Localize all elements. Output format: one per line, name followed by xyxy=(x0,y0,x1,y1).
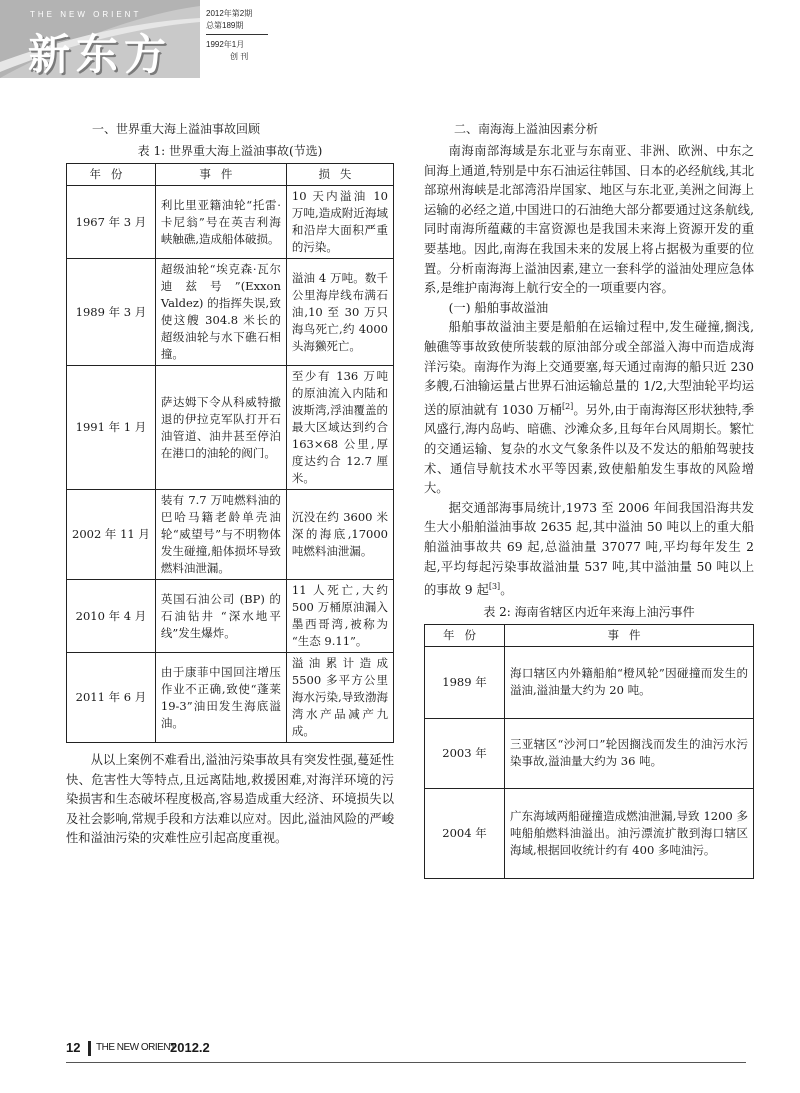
issue-number: 2012年第2期 xyxy=(206,9,253,18)
left-column xyxy=(66,120,394,849)
table-row xyxy=(425,788,754,878)
table1-caption: 表 1: 世界重大海上溢油事故(节选) xyxy=(137,144,323,158)
table-row xyxy=(67,259,394,366)
year-cell: 2003 年 xyxy=(425,718,505,788)
table2-header-event: 事件 xyxy=(505,624,754,646)
year-cell: 2010 年 4 月 xyxy=(67,580,156,653)
table-row xyxy=(67,186,394,259)
founded-label: 创 刊 xyxy=(230,52,249,61)
masthead xyxy=(0,0,200,80)
page-number: 12 xyxy=(66,1040,81,1055)
table2-header-year: 年份 xyxy=(425,624,505,646)
table1-header-year: 年份 xyxy=(67,164,156,186)
masthead-title: 新东方 xyxy=(28,30,173,79)
table1-header-row xyxy=(67,164,394,186)
year-cell: 1967 年 3 月 xyxy=(67,186,156,259)
table2-header-row xyxy=(425,624,754,646)
year-cell: 1989 年 3 月 xyxy=(67,259,156,366)
loss-cell: 沉没在约 3600 米深的海底,17000 吨燃料油泄漏。 xyxy=(286,490,393,580)
intro-paragraph: 南海南部海域是东北亚与东南亚、非洲、欧洲、中东之间海上通道,特别是中东石油运往韩国、日本的必经航线,其北部琼州海峡是北部湾沿岸国家、地区与东北亚,美洲之间海上运输的必经之道,中国进口的石油绝大部分都要通过这条航线,同时南海所蕴藏的丰富资源也是我国未来海上资源开发的重要基地。因此,南海在我国未来的发展上将占据极为重要的位置。分析南海海上溢油因素,建立一套科学的溢油处理应急体系,是维护南海海上航行安全的一项重要内容。 xyxy=(424,144,754,296)
para-text: 。另外,由于南海海区形状独特,季风盛行,海内岛屿、暗礁、沙滩众多,且每年台风周期长。繁忙的交通运输、复杂的水文气象条件以及不发达的船舶驾驶技术、通信导航技术水平等因素,致使船舶发生事故的风险增大。 xyxy=(424,402,754,496)
para-text: 。 xyxy=(500,583,513,598)
ship-accident-paragraph xyxy=(424,318,754,498)
year-cell: 2011 年 6 月 xyxy=(67,653,156,743)
event-cell: 英国石油公司 (BP) 的石油钻井 “深水地平线”发生爆炸。 xyxy=(155,580,286,653)
event-cell: 广东海域两船碰撞造成燃油泄漏,导致 1200 多吨船舶燃料油溢出。油污漂流扩散到海口辖区海域,根据回收统计约有 400 多吨油污。 xyxy=(505,788,754,878)
table-row xyxy=(425,718,754,788)
issue-total: 总第189期 xyxy=(206,21,244,30)
conclusion-paragraph: 从以上案例不难看出,溢油污染事故具有突发性强,蔓延性快、危害性大等特点,且远离陆地,救援困难,对海洋环境的污染损害和生态破坏程度极高,容易造成重大经济、环境损失以及社会影响,常规手段和方法难以应对。因此,溢油风险的严峻性和溢油污染的灾难性应引起高度重视。 xyxy=(66,753,394,846)
year-cell: 1989 年 xyxy=(425,646,505,718)
footer-rule xyxy=(66,1062,746,1063)
year-cell: 2002 年 11 月 xyxy=(67,490,156,580)
table2-caption: 表 2: 海南省辖区内近年来海上油污事件 xyxy=(483,604,695,619)
table-row xyxy=(67,653,394,743)
issue-divider xyxy=(206,34,268,35)
event-cell: 萨达姆下令从科威特撤退的伊拉克军队打开石油管道、油井甚至停泊在港口的油轮的阀门。 xyxy=(155,366,286,490)
founded-date: 1992年1月 xyxy=(206,40,245,49)
masthead-subtitle: THE NEW ORIENT xyxy=(30,10,142,19)
year-cell: 1991 年 1 月 xyxy=(67,366,156,490)
loss-cell: 10 天内溢油 10 万吨,造成附近海域和沿岸大面积严重的污染。 xyxy=(286,186,393,259)
footer-magazine-name: THE NEW ORIENT xyxy=(96,1042,176,1053)
para-text: 据交通部海事局统计,1973 至 2006 年间我国沿海共发生大小船舶溢油事故 2635 起,其中溢油 50 吨以上的重大船舶溢油事故共 69 起,总溢油量 37077 吨,平均每年发生 2 起,平均每起污染事故溢油量 537 吨,其中溢油量 50 吨以上的事故 9 起 xyxy=(424,500,754,598)
table1-header-event: 事件 xyxy=(155,164,286,186)
table-row xyxy=(67,580,394,653)
table-row xyxy=(67,366,394,490)
event-cell: 三亚辖区“沙河口”轮因搁浅而发生的油污水污染事故,溢油量大约为 36 吨。 xyxy=(505,718,754,788)
statistics-paragraph xyxy=(424,499,754,601)
issue-info xyxy=(206,8,268,63)
citation-ref: [2] xyxy=(561,401,574,411)
footer-divider-bar xyxy=(88,1041,91,1056)
loss-cell: 溢油累计造成 5500 多平方公里海水污染,导致渤海湾水产品减产九成。 xyxy=(286,653,393,743)
event-cell: 海口辖区内外籍船舶“橙风轮”因碰撞而发生的溢油,溢油量大约为 20 吨。 xyxy=(505,646,754,718)
table1 xyxy=(66,163,394,743)
section-title-1: 一、世界重大海上溢油事故回顾 xyxy=(92,122,261,136)
footer-issue-date: 2012.2 xyxy=(170,1040,210,1055)
event-cell: 由于康菲中国回注增压作业不正确,致使“蓬莱 19-3”油田发生海底溢油。 xyxy=(155,653,286,743)
table2 xyxy=(424,624,754,879)
para-text: 船舶事故溢油主要是船舶在运输过程中,发生碰撞,搁浅,触礁等事故致使所装载的原油部分或全部溢入海中而造成海洋污染。南海作为海上交通要塞,每天通过南海的船只近 230 多艘,石油输运量占世界石油运输总量的 1/2,大型油轮平均运送的原油就有 1030 万桶 xyxy=(424,320,754,417)
event-cell: 装有 7.7 万吨燃料油的巴哈马籍老龄单壳油轮“威望号”与不明物体发生碰撞,船体损坏导致燃料油泄漏。 xyxy=(155,490,286,580)
event-cell: 利比里亚籍油轮“托雷·卡尼翁”号在英吉利海峡触礁,造成船体破损。 xyxy=(155,186,286,259)
right-column xyxy=(424,120,754,879)
citation-ref: [3] xyxy=(488,582,501,592)
year-cell: 2004 年 xyxy=(425,788,505,878)
table1-header-loss: 损失 xyxy=(286,164,393,186)
section-title-2: 二、南海海上溢油因素分析 xyxy=(454,122,599,136)
loss-cell: 溢油 4 万吨。数千公里海岸线布满石油,10 至 30 万只海鸟死亡,约 4000 头海獭死亡。 xyxy=(286,259,393,366)
loss-cell: 至少有 136 万吨的原油流入内陆和波斯湾,浮油覆盖的最大区域达到约合 163×68 公里,厚度达约合 12.7 厘米。 xyxy=(286,366,393,490)
loss-cell: 11 人死亡,大约 500 万桶原油漏入墨西哥湾,被称为 “生态 9.11”。 xyxy=(286,580,393,653)
subsection-title: (一) 船舶事故溢油 xyxy=(448,300,549,315)
event-cell: 超级油轮“埃克森·瓦尔迪兹号”(Exxon Valdez) 的指挥失误,致使这艘 304.8 米长的超级油轮与水下礁石相撞。 xyxy=(155,259,286,366)
table-row xyxy=(425,646,754,718)
table-row xyxy=(67,490,394,580)
